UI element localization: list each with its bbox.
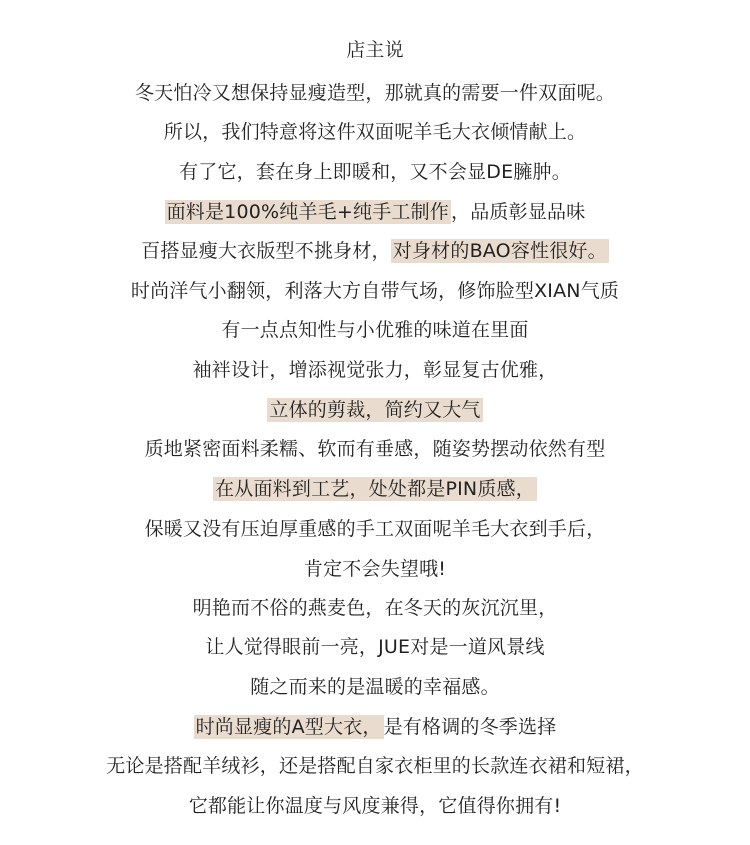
highlighted-text: 立体的剪裁，简约又大气 xyxy=(269,399,481,421)
text-line xyxy=(0,80,750,106)
text-segment: 它都能让你温度与风度兼得，它值得你拥有! xyxy=(188,795,562,817)
text-segment: 无论是搭配羊绒衫，还是搭配自家衣柜里的长款连衣裙和短裙， xyxy=(106,755,644,777)
text-segment: 冬天怕冷又想保持显瘦造型，那就真的需要一件双面呢。 xyxy=(134,82,615,104)
text-segment: 明艳而不俗的燕麦色，在冬天的灰沉沉里， xyxy=(192,597,558,619)
text-segment: 所以，我们特意将这件双面呢羊毛大衣倾情献上。 xyxy=(163,121,587,143)
text-line xyxy=(0,159,750,185)
text-segment: 是有格调的冬季选择 xyxy=(383,716,557,738)
text-segment: ，品质彰显品味 xyxy=(451,201,586,223)
text-segment: 随之而来的是温暖的幸福感。 xyxy=(250,676,500,698)
text-line xyxy=(0,357,750,383)
text-line xyxy=(0,556,750,582)
text-line xyxy=(0,714,750,740)
text-line xyxy=(0,317,750,343)
text-line xyxy=(0,199,750,225)
title-line xyxy=(0,37,750,63)
text-segment: 店主说 xyxy=(346,39,404,61)
text-line xyxy=(0,397,750,423)
text-line xyxy=(0,476,750,502)
text-line xyxy=(0,674,750,700)
highlighted-text: 时尚显瘦的A型大衣， xyxy=(195,716,382,738)
text-segment: 百搭显瘦大衣版型不挑身材， xyxy=(141,240,391,262)
highlighted-text: 在从面料到工艺，处处都是PIN质感， xyxy=(215,478,535,500)
text-segment: 有一点点知性与小优雅的味道在里面 xyxy=(221,319,529,341)
text-line xyxy=(0,436,750,462)
text-line xyxy=(0,634,750,660)
text-line xyxy=(0,793,750,819)
text-line xyxy=(0,238,750,264)
text-segment: 肯定不会失望哦! xyxy=(303,558,447,580)
text-segment: 让人觉得眼前一亮，JUE对是一道风景线 xyxy=(205,636,545,658)
text-line xyxy=(0,753,750,779)
text-line xyxy=(0,516,750,542)
text-line xyxy=(0,595,750,621)
text-segment: 质地紧密面料柔糯、软而有垂感，随姿势摆动依然有型 xyxy=(144,438,606,460)
text-segment: 有了它，套在身上即暖和，又不会显DE臃肿。 xyxy=(179,161,571,183)
text-segment: 保暖又没有压迫厚重感的手工双面呢羊毛大衣到手后， xyxy=(144,518,606,540)
text-segment: 袖袢设计，增添视觉张力，彰显复古优雅， xyxy=(192,359,558,381)
highlighted-text: 对身材的BAO容性很好。 xyxy=(392,240,607,262)
highlighted-text: 面料是100%纯羊毛+纯手工制作 xyxy=(166,201,450,223)
text-line xyxy=(0,119,750,145)
text-segment: 时尚洋气小翻领，利落大方自带气场，修饰脸型XIAN气质 xyxy=(130,280,620,302)
text-line xyxy=(0,278,750,304)
